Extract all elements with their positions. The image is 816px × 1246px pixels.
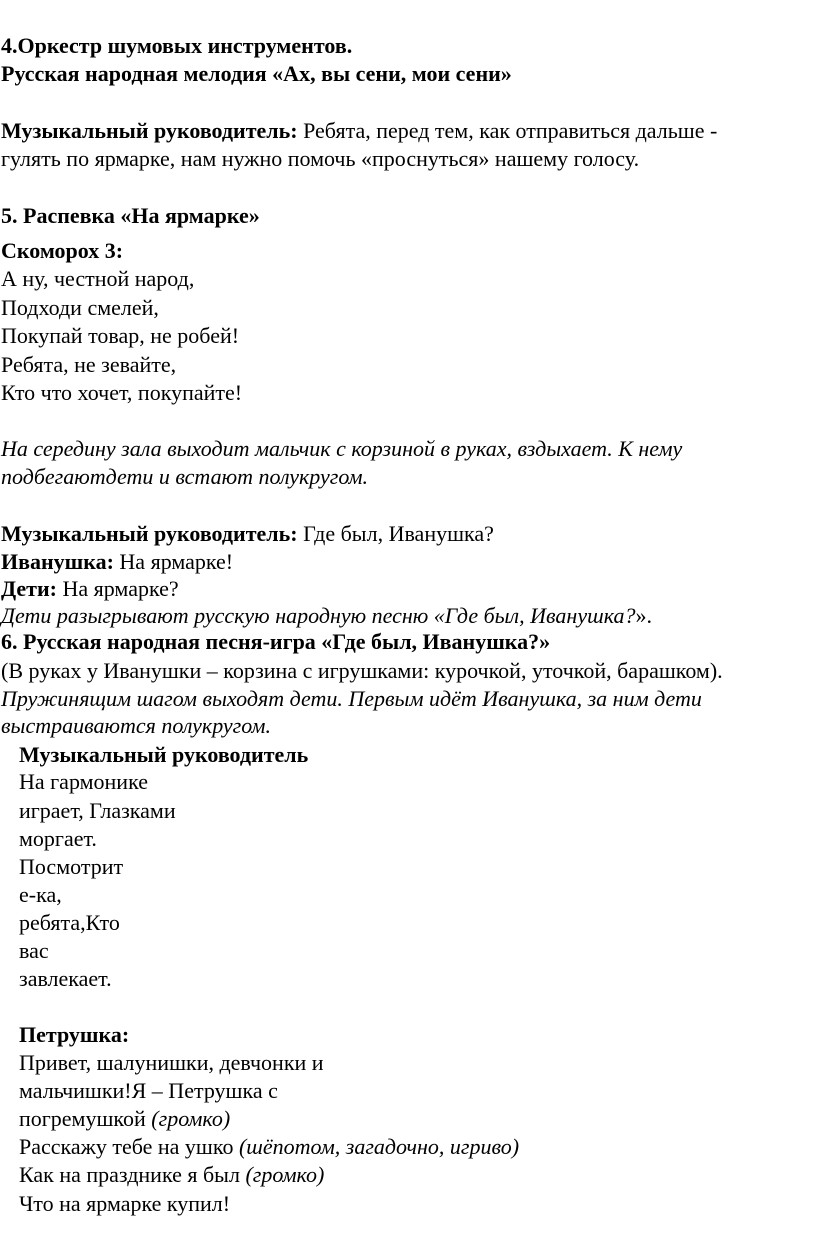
music-leader-line	[1, 519, 494, 548]
skomorokh-line: А ну, честной народ,	[1, 266, 195, 291]
skomorokh-line: Кто что хочет, покупайте!	[1, 380, 243, 405]
petrushka-line	[19, 1104, 230, 1133]
music-leader-verse-line: На гармонике	[19, 769, 148, 794]
section5-title: 5. Распевка «На ярмарке»	[1, 203, 260, 228]
stage-direction-2-italic: Дети разыгрывают русскую народную песню «Где был, Иванушка?	[1, 603, 636, 628]
section4-title: 4.Оркестр шумовых инструментов.	[1, 33, 353, 58]
petrushka-line3-text: погремушкой	[19, 1106, 152, 1131]
skomorokh-line: Ребята, не зевайте,	[1, 352, 177, 377]
children-speaker: Дети:	[1, 576, 57, 601]
music-leader-verse-line: е-ка,	[19, 882, 62, 907]
petrushka-line: мальчишки!Я – Петрушка с	[19, 1078, 278, 1103]
intro-speaker: Музыкальный руководитель:	[1, 118, 298, 143]
music-leader-speaker: Музыкальный руководитель:	[1, 521, 298, 546]
music-leader-verse-line: моргает.	[19, 826, 97, 851]
ivanushka-text: На ярмарке!	[113, 549, 234, 574]
stage-direction-1-line1: На середину зала выходит мальчик с корзиной в руках, вздыхает. К нему	[1, 436, 683, 461]
skomorokh-speaker: Скоморох 3:	[1, 238, 124, 263]
music-leader-verse-line: играет, Глазками	[19, 798, 176, 823]
petrushka-line5-text: Как на празднике я был	[19, 1162, 246, 1187]
music-leader-verse-line: завлекает.	[19, 966, 112, 991]
stage-direction-3-line1: Пружинящим шагом выходят дети. Первым идёт Иванушка, за ним дети	[1, 686, 702, 711]
stage-direction-2	[1, 601, 652, 630]
intro-line2: гулять по ярмарке, нам нужно помочь «проснуться» нашему голосу.	[1, 146, 640, 171]
petrushka-line3-note: (громко)	[151, 1106, 231, 1131]
children-text: На ярмарке?	[56, 576, 179, 601]
children-line	[1, 574, 179, 603]
petrushka-line	[19, 1132, 519, 1161]
petrushka-line4-text: Расскажу тебе на ушко	[19, 1134, 239, 1159]
petrushka-line5-note: (громко)	[245, 1162, 325, 1187]
music-leader-verse-line: вас	[19, 938, 49, 963]
section6-title: 6. Русская народная песня-игра «Где был, Иванушка?»	[1, 629, 551, 654]
petrushka-speaker: Петрушка:	[19, 1022, 130, 1047]
ivanushka-speaker: Иванушка:	[1, 549, 114, 574]
section4-melody: Русская народная мелодия «Ах, вы сени, мои сени»	[1, 61, 512, 86]
stage-direction-1-line2: подбегаютдети и встают полукругом.	[1, 464, 369, 489]
skomorokh-line: Подходи смелей,	[1, 295, 159, 320]
ivanushka-line	[1, 547, 233, 576]
music-leader-verse-speaker: Музыкальный руководитель	[19, 742, 309, 767]
music-leader-text: Где был, Иванушка?	[297, 521, 494, 546]
petrushka-line: Привет, шалунишки, девчонки и	[19, 1050, 324, 1075]
intro-line1	[1, 116, 717, 145]
basket-note: (В руках у Иванушки – корзина с игрушками: курочкой, уточкой, барашком).	[1, 658, 723, 683]
stage-direction-2-end: ».	[635, 603, 652, 628]
stage-direction-3-line2: выстраиваются полукругом.	[1, 713, 271, 738]
intro-text-1: Ребята, перед тем, как отправиться дальше -	[297, 118, 718, 143]
petrushka-line: Что на ярмарке купил!	[19, 1191, 231, 1216]
skomorokh-line: Покупай товар, не робей!	[1, 323, 240, 348]
music-leader-verse-line: Посмотрит	[19, 854, 124, 879]
petrushka-line	[19, 1160, 324, 1189]
petrushka-line4-note: (шёпотом, загадочно, игриво)	[238, 1134, 520, 1159]
music-leader-verse-line: ребята,Кто	[19, 910, 120, 935]
